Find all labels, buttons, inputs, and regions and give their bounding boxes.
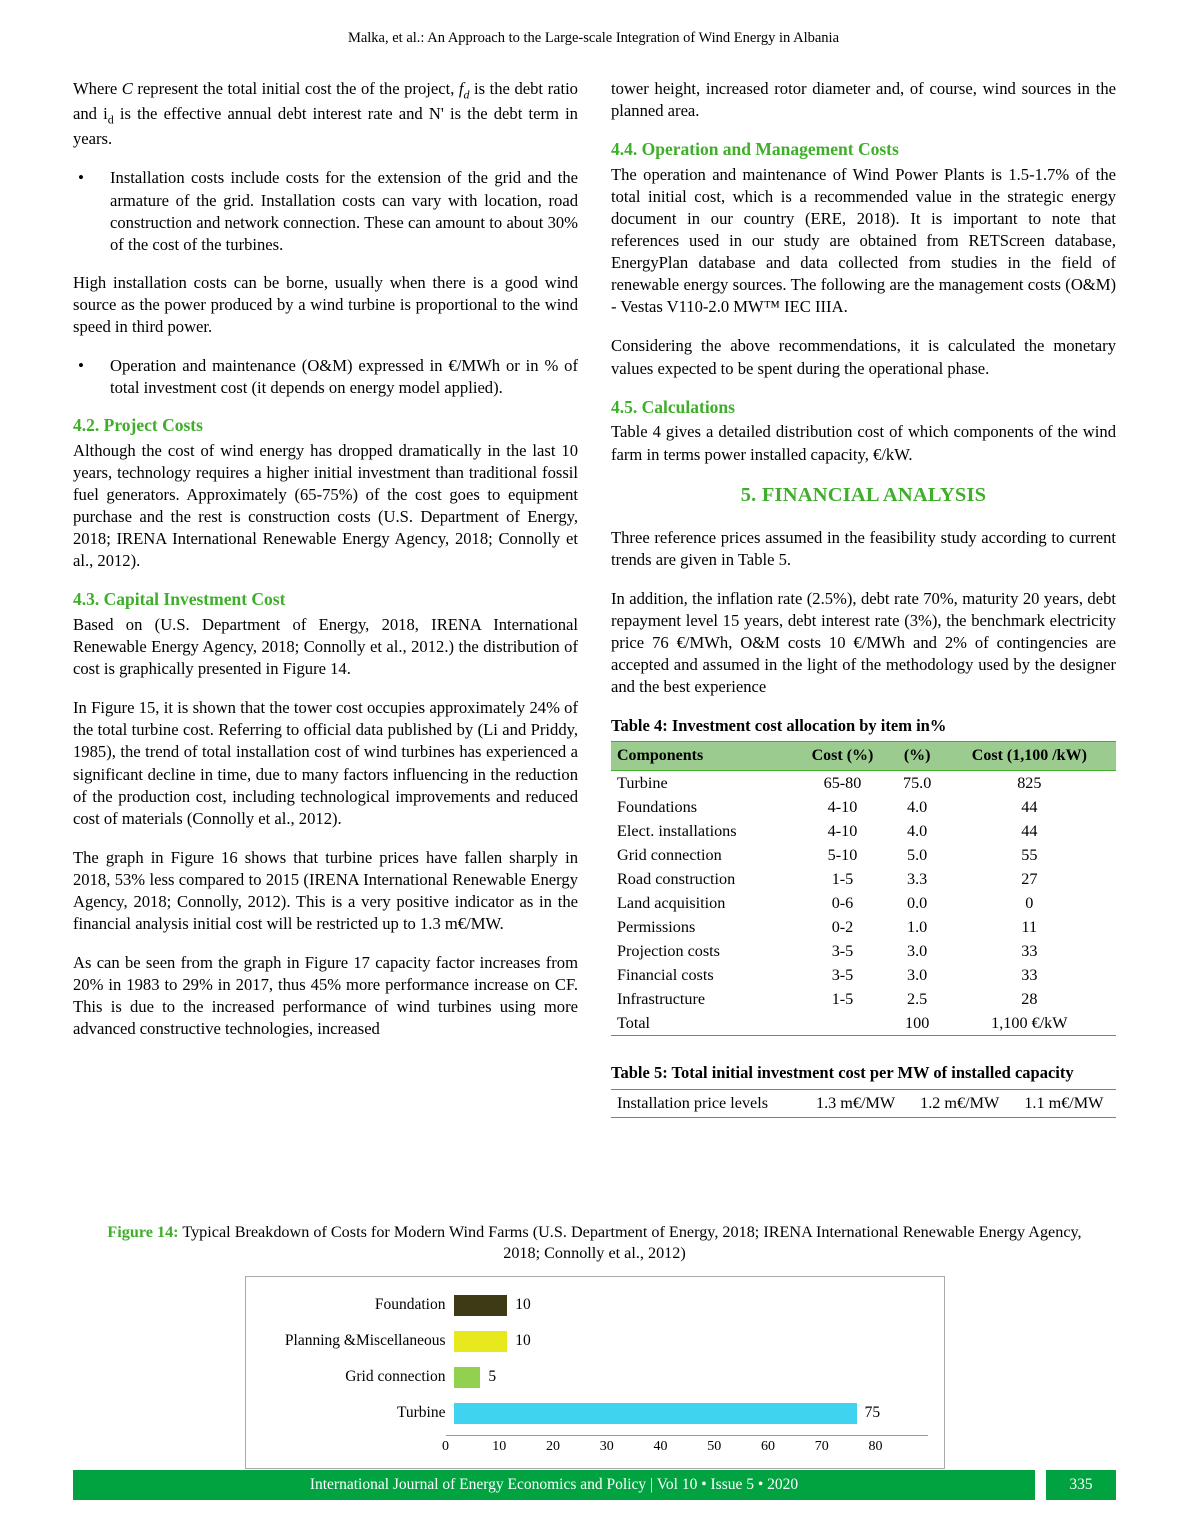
cell-component: Projection costs — [617, 941, 720, 960]
axis-tick: 60 — [761, 1439, 775, 1455]
chart-x-axis — [442, 1435, 928, 1458]
paragraph-high-installation: High installation costs can be borne, usually when there is a good wind source as the power produced by a wind turbine is proportional to the wind speed in third power. — [73, 272, 578, 336]
chart-bar-foundation — [454, 1295, 508, 1316]
heading-4-5: 4.5. Calculations — [611, 396, 735, 417]
chart-bar-turbine — [454, 1403, 857, 1424]
cell-component: Financial costs — [617, 965, 714, 984]
cell-cost-pct: 65-80 — [823, 773, 862, 792]
table-4-header-pct: (%) — [892, 742, 943, 771]
cell-component: Land acquisition — [617, 893, 726, 912]
axis-tick: 20 — [546, 1439, 560, 1455]
cell-component: Foundations — [617, 797, 698, 816]
table-4-header-cost-pct: Cost (%) — [793, 742, 891, 771]
cell-price-level-3: 1.1 m€/MW — [1012, 1089, 1116, 1117]
intro-mid-1: represent the total initial cost the of the project, — [132, 79, 459, 98]
cell-cost-kw: 825 — [1017, 773, 1042, 792]
intro-mid-2: is the debt ratio and i — [73, 79, 578, 124]
footer-journal-bar: International Journal of Energy Economics and Policy | Vol 10 • Issue 5 • 2020 — [73, 1470, 1035, 1500]
table-row-total — [611, 1011, 1116, 1036]
axis-tick: 80 — [868, 1439, 883, 1455]
paragraph-continuation: tower height, increased rotor diameter and, of course, wind sources in the planned area. — [611, 79, 1116, 121]
cell-pct: 3.3 — [907, 869, 928, 888]
cell-pct: 3.0 — [907, 965, 928, 984]
bullet-list-2 — [73, 355, 578, 399]
cell-cost-kw: 11 — [1021, 917, 1038, 936]
intro-mid-3: is the effective annual debt interest rate and N' is the debt term in years. — [73, 104, 578, 149]
figure-14-caption — [73, 1222, 1116, 1264]
cell-row-label: Installation price levels — [611, 1089, 803, 1117]
paragraph-5a: Three reference prices assumed in the feasibility study according to current trends are given in Table 5. — [611, 527, 1116, 569]
chart-value-label: 75 — [864, 1404, 881, 1422]
chart-bar-planning — [454, 1331, 508, 1352]
table-row — [611, 843, 1116, 867]
left-column — [73, 78, 578, 1057]
paragraph-4-2: Although the cost of wind energy has dropped dramatically in the last 10 years, technology requires a higher initial investment than traditional fossil fuel generators. Approximately (65-75%) of the cost goes to equipment purchase and the rest is construction costs (U.S. Department of Energy, 2018; IRENA International Renewable Energy Agency, 2018; Connolly et al., 2012). — [73, 440, 578, 571]
cell-pct: 2.5 — [907, 989, 928, 1008]
chart-row — [256, 1399, 928, 1427]
chart-row — [256, 1291, 928, 1319]
chart-bar-wrap — [454, 1295, 928, 1316]
figure-14-chart — [245, 1276, 945, 1469]
figure-14-label: Figure 14: — [107, 1223, 179, 1241]
table-5-title: Table 5: Total initial investment cost per MW of installed capacity — [611, 1063, 1074, 1083]
table-header-row — [611, 742, 1116, 771]
cell-cost-kw: 0 — [1025, 893, 1034, 912]
cell-component: Infrastructure — [617, 989, 706, 1008]
heading-4-4: 4.4. Operation and Management Costs — [611, 139, 899, 160]
symbol-i-subscript: d — [107, 112, 114, 127]
table-row — [611, 891, 1116, 915]
cell-pct: 1.0 — [907, 917, 928, 936]
list-item: • Operation and maintenance (O&M) expressed in €/MWh or in % of total investment cost (it depends on energy model applied). — [73, 355, 578, 399]
list-item: • Installation costs include costs for the extension of the grid and the armature of the grid. Installation costs can vary with location, road construction and network connection. These can amount to about 30% of the cost of the turbines. — [73, 167, 578, 255]
table-4-header-components: Components — [611, 742, 793, 771]
cell-component: Permissions — [617, 917, 696, 936]
table-row — [611, 867, 1116, 891]
cell-component: Turbine — [617, 773, 668, 792]
chart-row — [256, 1363, 928, 1391]
cell-price-level-1: 1.3 m€/MW — [803, 1089, 907, 1117]
cell-cost-kw: 1,100 €/kW — [943, 1011, 1116, 1036]
symbol-c: C — [121, 79, 133, 98]
bullet-list-1 — [73, 167, 578, 255]
cell-cost-pct: 0-6 — [831, 893, 854, 912]
cell-pct: 4.0 — [907, 797, 928, 816]
cell-cost-kw: 33 — [1021, 965, 1038, 984]
table-4-title: Table 4: Investment cost allocation by item in% — [611, 716, 947, 735]
heading-4-2: 4.2. Project Costs — [73, 415, 203, 436]
axis-tick: 70 — [814, 1439, 829, 1455]
paragraph-4-4: The operation and maintenance of Wind Power Plants is 1.5-1.7% of the total initial cost, which is a recommended value in the strategic energy document in our country (ERE, 2018). It is important to note that references used in our study are obtained from RETScreen database, EnergyPlan database and data collected from studies in the field of renewable energy sources. The following are the management costs (O&M) - Vestas V110-2.0 MW™ IEC IIIA. — [611, 165, 1116, 317]
cell-pct: 5.0 — [907, 845, 928, 864]
table-5 — [611, 1089, 1116, 1118]
cell-pct: 100 — [892, 1011, 943, 1036]
chart-category-label: Turbine — [396, 1404, 446, 1422]
chart-category-label: Foundation — [374, 1296, 446, 1314]
cell-cost-pct — [793, 1011, 891, 1036]
cell-pct: 0.0 — [907, 893, 928, 912]
chart-bar-wrap — [454, 1367, 928, 1388]
axis-tick: 30 — [599, 1439, 614, 1455]
cell-cost-pct: 1-5 — [831, 989, 854, 1008]
paragraph-5b: In addition, the inflation rate (2.5%), debt rate 70%, maturity 20 years, debt repayment level 15 years, debt interest rate (3%), the benchmark electricity price 76 €/MWh, O&M costs 10 €/MWh and 2% of contingencies are accepted and assumed in the light of the methodology used by the designer and the best experience — [611, 588, 1116, 696]
cell-cost-pct: 3-5 — [831, 965, 854, 984]
axis-tick: 10 — [492, 1439, 507, 1455]
paragraph-4-5: Table 4 gives a detailed distribution cost of which components of the wind farm in terms power installed capacity, €/kW. — [611, 422, 1116, 464]
cell-cost-kw: 28 — [1021, 989, 1038, 1008]
cell-component: Total — [611, 1011, 793, 1036]
cell-component: Road construction — [617, 869, 736, 888]
cell-component: Grid connection — [617, 845, 722, 864]
cell-component: Elect. installations — [617, 821, 737, 840]
chart-bar-wrap — [454, 1403, 928, 1424]
cell-pct: 4.0 — [907, 821, 928, 840]
axis-tick: 50 — [707, 1439, 722, 1455]
cell-cost-pct: 5-10 — [827, 845, 858, 864]
figure-14-caption-text: Typical Breakdown of Costs for Modern Wind Farms (U.S. Department of Energy, 2018; IRENA International Renewable Energy Agency, 2018; Connolly et al., 2012) — [178, 1223, 1082, 1263]
cell-price-level-2: 1.2 m€/MW — [908, 1089, 1012, 1117]
table-row — [611, 987, 1116, 1011]
cell-cost-pct: 4-10 — [827, 821, 858, 840]
symbol-f: f — [458, 79, 464, 98]
cell-pct: 75.0 — [902, 773, 932, 792]
chart-value-label: 10 — [515, 1332, 531, 1350]
right-column — [611, 78, 1116, 1118]
paragraph-figure-17: As can be seen from the graph in Figure 17 capacity factor increases from 20% in 1983 to 29% in 2017, thus 45% more performance increase on CF. This is due to the increased performance of wind turbines using more advanced constructive technologies, increased — [73, 952, 578, 1039]
cell-pct: 3.0 — [907, 941, 928, 960]
table-row — [611, 963, 1116, 987]
chart-category-label: Planning &Miscellaneous — [284, 1332, 446, 1350]
paragraph-figure-16: The graph in Figure 16 shows that turbine prices have fallen sharply in 2018, 53% less compared to 2015 (IRENA International Renewable Energy Agency, 2018; Connolly, 2012). This is a very positive indicator as in the financial analysis initial cost will be restricted up to 1.3 m€/MW. — [73, 847, 578, 933]
two-column-body — [73, 78, 1116, 1208]
axis-tick: 0 — [442, 1439, 449, 1455]
intro-paragraph — [73, 78, 578, 150]
table-row — [611, 795, 1116, 819]
page-footer — [73, 1470, 1116, 1500]
cell-cost-kw: 27 — [1021, 869, 1038, 888]
footer-page-number: 335 — [1046, 1470, 1116, 1500]
table-row — [611, 939, 1116, 963]
heading-4-3: 4.3. Capital Investment Cost — [73, 589, 286, 610]
cell-cost-kw: 44 — [1021, 797, 1038, 816]
paragraph-4-3: Based on (U.S. Department of Energy, 2018, IRENA International Renewable Energy Agency, 2018; Connolly et al., 2012.) the distribution of cost is graphically presented in Figure 14. — [73, 615, 578, 679]
chart-rows — [256, 1291, 928, 1427]
table-row — [611, 819, 1116, 843]
cell-cost-kw: 44 — [1021, 821, 1038, 840]
chart-bar-wrap — [454, 1331, 928, 1352]
paragraph-figure-15: In Figure 15, it is shown that the tower cost occupies approximately 24% of the total turbine cost. Referring to official data published by (Li and Priddy, 1985), the trend of total installation cost of wind turbines has experienced a significant decline in time, due to many factors influencing in the reduction of the production cost, including technological improvements and reduced cost of materials (Connolly et al., 2012). — [73, 698, 578, 828]
table-row — [611, 771, 1116, 796]
running-head: Malka, et al.: An Approach to the Large-scale Integration of Wind Energy in Albania — [347, 30, 840, 46]
chart-bar-grid-connection — [454, 1367, 481, 1388]
cell-cost-pct: 1-5 — [831, 869, 854, 888]
axis-tick: 40 — [653, 1439, 668, 1455]
paragraph-4-4b: Considering the above recommendations, it is calculated the monetary values expected to be spent during the operational phase. — [611, 336, 1116, 378]
symbol-f-subscript: d — [463, 87, 470, 102]
table-4 — [611, 741, 1116, 1036]
table-4-header-cost-kw: Cost (1,100 /kW) — [943, 742, 1116, 771]
chart-value-label: 5 — [488, 1368, 497, 1386]
cell-cost-pct: 0-2 — [831, 917, 854, 936]
chart-row — [256, 1327, 928, 1355]
table-row — [611, 915, 1116, 939]
intro-prefix: Where — [73, 79, 122, 98]
cell-cost-pct: 3-5 — [831, 941, 854, 960]
cell-cost-pct: 4-10 — [827, 797, 858, 816]
chart-category-label: Grid connection — [345, 1368, 446, 1386]
heading-section-5: 5. FINANCIAL ANALYSIS — [740, 483, 987, 506]
cell-cost-kw: 33 — [1021, 941, 1038, 960]
chart-value-label: 10 — [515, 1296, 531, 1314]
cell-cost-kw: 55 — [1021, 845, 1038, 864]
table-row — [611, 1089, 1116, 1117]
figure-14-area — [73, 1222, 1116, 1469]
